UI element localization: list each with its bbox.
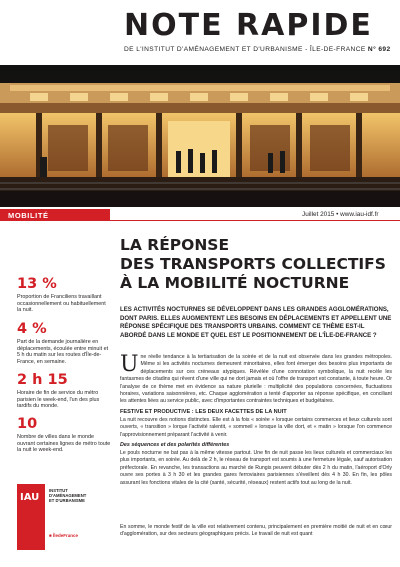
stat-number: 2 h 15 [17, 372, 68, 388]
body-paragraph: Le pouls nocturne ne bat pas à la même vitesse partout. Une fin de nuit passe les lieux culturels et commerciaux les plus importants, en soirée. Au delà de 2 h, le réseau de transport est soumis à une fermeture légale, sauf autorisation préfectorale. En revanche, les transactions au marché de Rungis peuvent débuter dès 2 h du matin, l'aéroport d'Orly ouvre ses portes à 3 h 30 et les grandes gares ferroviaires parisiennes s'éveillent dès 4 h 30. En fin, les pôles assurant les fonctions vitales de la cité (santé, sécurité, réseaux) restent actifs tout au long de la nuit. [120, 450, 392, 486]
paragraph-text: ne réelle tendance à la tertiarisation de la soirée et de la nuit est observée dans les grandes métropoles. Même si les activités nocturnes demeurent minoritaires, elles font émerger des besoins plus importants de déplacements sur ces créneaux atypiques. Révélée d'une connotation symbolique, la nuit recèle les fantasmes de citadins qui rêvent d'une ville qui ne dort jamais et où l'offre de transport est constante, à toute heure. Or l'analyse de ce thème met en évidence sa nature plurielle : multiplicité des populations concernées, fluctuations horaires, variations saisonnières, etc. Chaque agglomération a tenté d'apporter sa réponse spécifique, en conciliant les attentes liées au service public, avec d'importantes contraintes techniques et budgétaires. [120, 354, 392, 405]
logo-line: ET D'URBANISME [49, 498, 85, 504]
sub-heading: Des séquences et des polarités différentes [120, 442, 230, 448]
logo-institute-name [49, 488, 109, 504]
stat-number: 4 % [17, 321, 47, 337]
stat-description: Proportion de Franciliens travaillant occasionnellement ou habituellement la nuit. [17, 294, 106, 314]
iau-logo [17, 484, 45, 550]
headline-line-1: LA RÉPONSE [120, 236, 230, 254]
publisher-line: DE L'INSTITUT D'AMÉNAGEMENT ET D'URBANISME - ÎLE-DE-FRANCE [124, 46, 366, 53]
body-paragraph [120, 354, 392, 406]
stat-item [17, 372, 111, 410]
issue-number: N° 692 [367, 46, 391, 53]
section-tab [0, 209, 110, 221]
publication-title: NOTE RAPIDE [124, 8, 373, 43]
train-station-night-photo [0, 65, 400, 207]
article-headline [120, 236, 390, 293]
logo-line: INSTITUT [49, 488, 68, 493]
logo-wordmark: IAU [20, 492, 40, 503]
body-paragraph: En somme, le monde festif de la ville est relativement contenu, principalement en première moitié de nuit et en cœur d'agglomération, sur des secteurs géographiques précis. Le travail de nuit est quant [120, 524, 392, 538]
stat-item [17, 321, 111, 365]
stat-number: 13 % [17, 276, 57, 292]
region-brand: ■ ÎledeFrance [49, 533, 78, 538]
stat-item [17, 416, 111, 454]
body-paragraph: La nuit recouvre des notions distinctes. Elle est à la fois « soirée » lorsque certains commerces et lieux culturels sont ouverts, « transition » lorque l'activité ralentit, « sommeil » lorsque la ville dort, et « matin » lorsque l'on commence l'approvisionnement préparant l'activité à venir. [120, 417, 392, 438]
headline-line-3: À LA MOBILITÉ NOCTURNE [120, 274, 350, 292]
logo-line: D'AMÉNAGEMENT [49, 493, 87, 499]
section-bar [0, 209, 400, 223]
section-label: MOBILITÉ [8, 211, 49, 220]
drop-cap: U [120, 352, 139, 377]
stat-description: Part de la demande journalière en déplacements, écoulée entre minuit et 5 h du matin sur les routes d'Île-de-France, en semaine. [17, 339, 109, 365]
publication-subtitle [124, 46, 391, 53]
issue-date-url: Juillet 2015 • www.iau-idf.fr [302, 211, 379, 218]
masthead [0, 0, 400, 64]
headline-line-2: DES TRANSPORTS COLLECTIFS [120, 255, 386, 273]
section-heading: FESTIVE ET PRODUCTIVE : LES DEUX FACETTES DE LA NUIT [120, 409, 287, 415]
stat-number: 10 [17, 416, 38, 432]
section-rule [110, 220, 400, 221]
stat-description: Nombre de villes dans le monde ouvrant certaines lignes de métro toute la nuit le week-end. [17, 434, 111, 454]
station-illustration [0, 65, 400, 207]
article-lede: LES ACTIVITÉS NOCTURNES SE DÉVELOPPENT DANS LES GRANDES AGGLOMÉRATIONS, DONT PARIS. ELLES AUGMENTENT LES BESOINS EN DÉPLACEMENTS ET APPELLENT UNE RÉPONSE SPÉCIFIQUE DES TRANSPORTS URBAINS. COMMENT CE THÈME EST-IL ABORDÉ DANS LE MONDE ET QUEL EST LE POSITIONNEMENT DE L'ÎLE-DE-FRANCE ? [120, 306, 392, 339]
stat-item [17, 276, 111, 314]
stat-description: Horaire de fin de service du métro parisien le week-end, l'un des plus tardifs du monde. [17, 390, 100, 410]
